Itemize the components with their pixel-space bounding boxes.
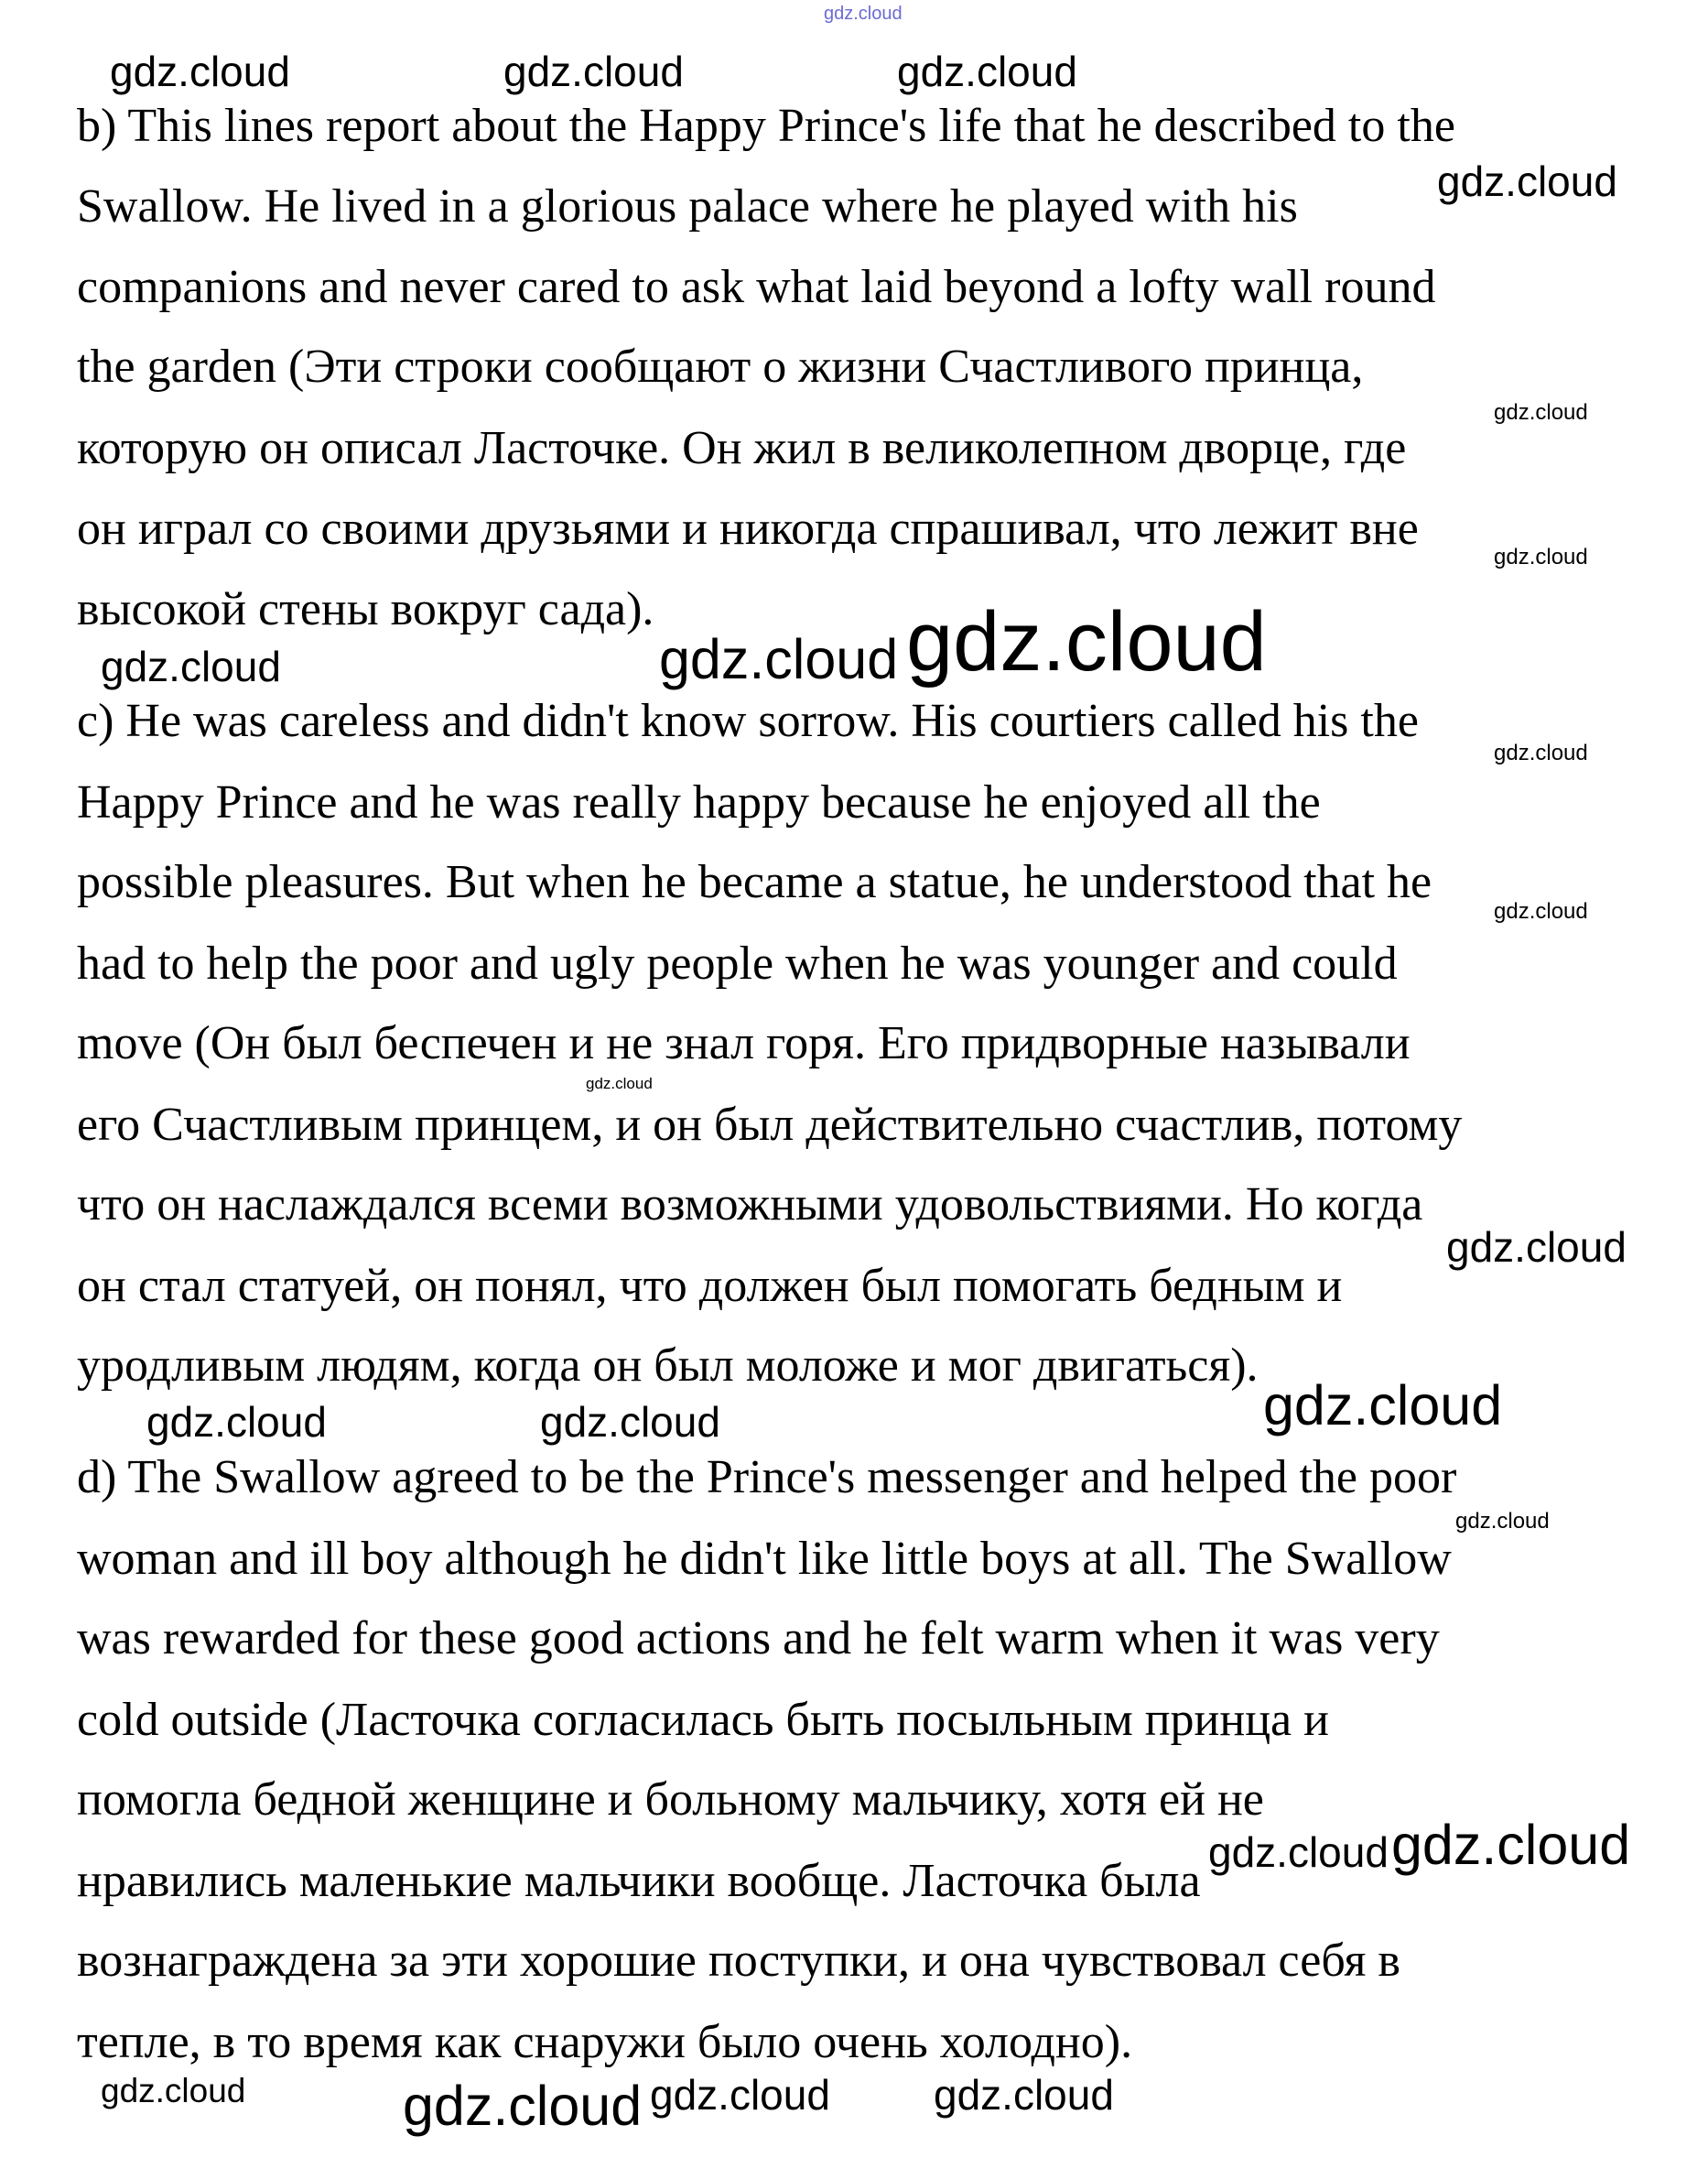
text-line: d) The Swallow agreed to be the Prince's messenger and helped the poor [77,1451,1457,1503]
watermark: gdz.cloud [146,1398,327,1446]
watermark: gdz.cloud [1494,400,1588,425]
watermark: gdz.cloud [503,48,684,95]
text-line: the garden (Эти строки сообщают о жизни Счастливого принца, [77,341,1364,393]
watermark: gdz.cloud [403,2075,643,2137]
text-line: которую он описал Ласточке. Он жил в великолепном дворце, где [77,422,1407,474]
text-line: он стал статуей, он понял, что должен был помогать бедным и [77,1260,1343,1312]
text-line: had to help the poor and ugly people when he was younger and could [77,938,1398,990]
text-line: b) This lines report about the Happy Prince's life that he described to the [77,100,1455,152]
text-line: move (Он был беспечен и не знал горя. Его придворные называли [77,1017,1411,1069]
text-line: тепле, в то время как снаружи было очень холодно). [77,2016,1133,2068]
watermark: gdz.cloud [101,643,281,690]
text-line: он играл со своими друзьями и никогда спрашивал, что лежит вне [77,503,1419,555]
text-line: уродливым людям, когда он был моложе и мог двигаться). [77,1339,1259,1392]
watermark: gdz.cloud [906,595,1267,688]
text-line: вознаграждена за эти хорошие поступки, и она чувствовал себя в [77,1935,1400,1987]
watermark: gdz.cloud [824,4,903,24]
watermark: gdz.cloud [1208,1828,1389,1876]
text-line: Happy Prince and he was really happy because he enjoyed all the [77,776,1321,829]
text-line: was rewarded for these good actions and he felt warm when it was very [77,1612,1440,1664]
text-line: c) He was careless and didn't know sorrow. His courtiers called his the [77,695,1419,747]
watermark: gdz.cloud [110,48,290,95]
text-line: cold outside (Ласточка согласилась быть посыльным принца и [77,1694,1329,1746]
watermark: gdz.cloud [934,2071,1114,2119]
watermark: gdz.cloud [1494,545,1588,569]
watermark: gdz.cloud [659,628,899,690]
watermark: gdz.cloud [1494,741,1588,765]
text-line: companions and never cared to ask what laid beyond a lofty wall round [77,261,1436,313]
watermark: gdz.cloud [1391,1814,1631,1876]
watermark: gdz.cloud [650,2071,830,2119]
watermark: gdz.cloud [1455,1509,1550,1534]
watermark: gdz.cloud [1446,1223,1627,1271]
text-line: possible pleasures. But when he became a statue, he understood that he [77,856,1432,908]
text-line: что он наслаждался всеми возможными удовольствиями. Но когда [77,1178,1423,1230]
text-line: Swallow. He lived in a glorious palace where he played with his [77,180,1298,233]
watermark: gdz.cloud [101,2072,246,2109]
watermark: gdz.cloud [540,1398,720,1446]
text-line: высокой стены вокруг сада). [77,583,654,635]
text-line: помогла бедной женщине и больному мальчику, хотя ей не [77,1773,1264,1826]
watermark: gdz.cloud [1263,1374,1503,1436]
text-line: woman and ill boy although he didn't like little boys at all. The Swallow [77,1533,1452,1585]
watermark: gdz.cloud [586,1075,653,1092]
watermark: gdz.cloud [1437,157,1617,205]
watermark: gdz.cloud [897,48,1077,95]
text-line: его Счастливым принцем, и он был действительно счастлив, потому [77,1099,1463,1151]
text-line: нравились маленькие мальчики вообще. Ласточка была [77,1855,1201,1907]
watermark: gdz.cloud [1494,899,1588,924]
